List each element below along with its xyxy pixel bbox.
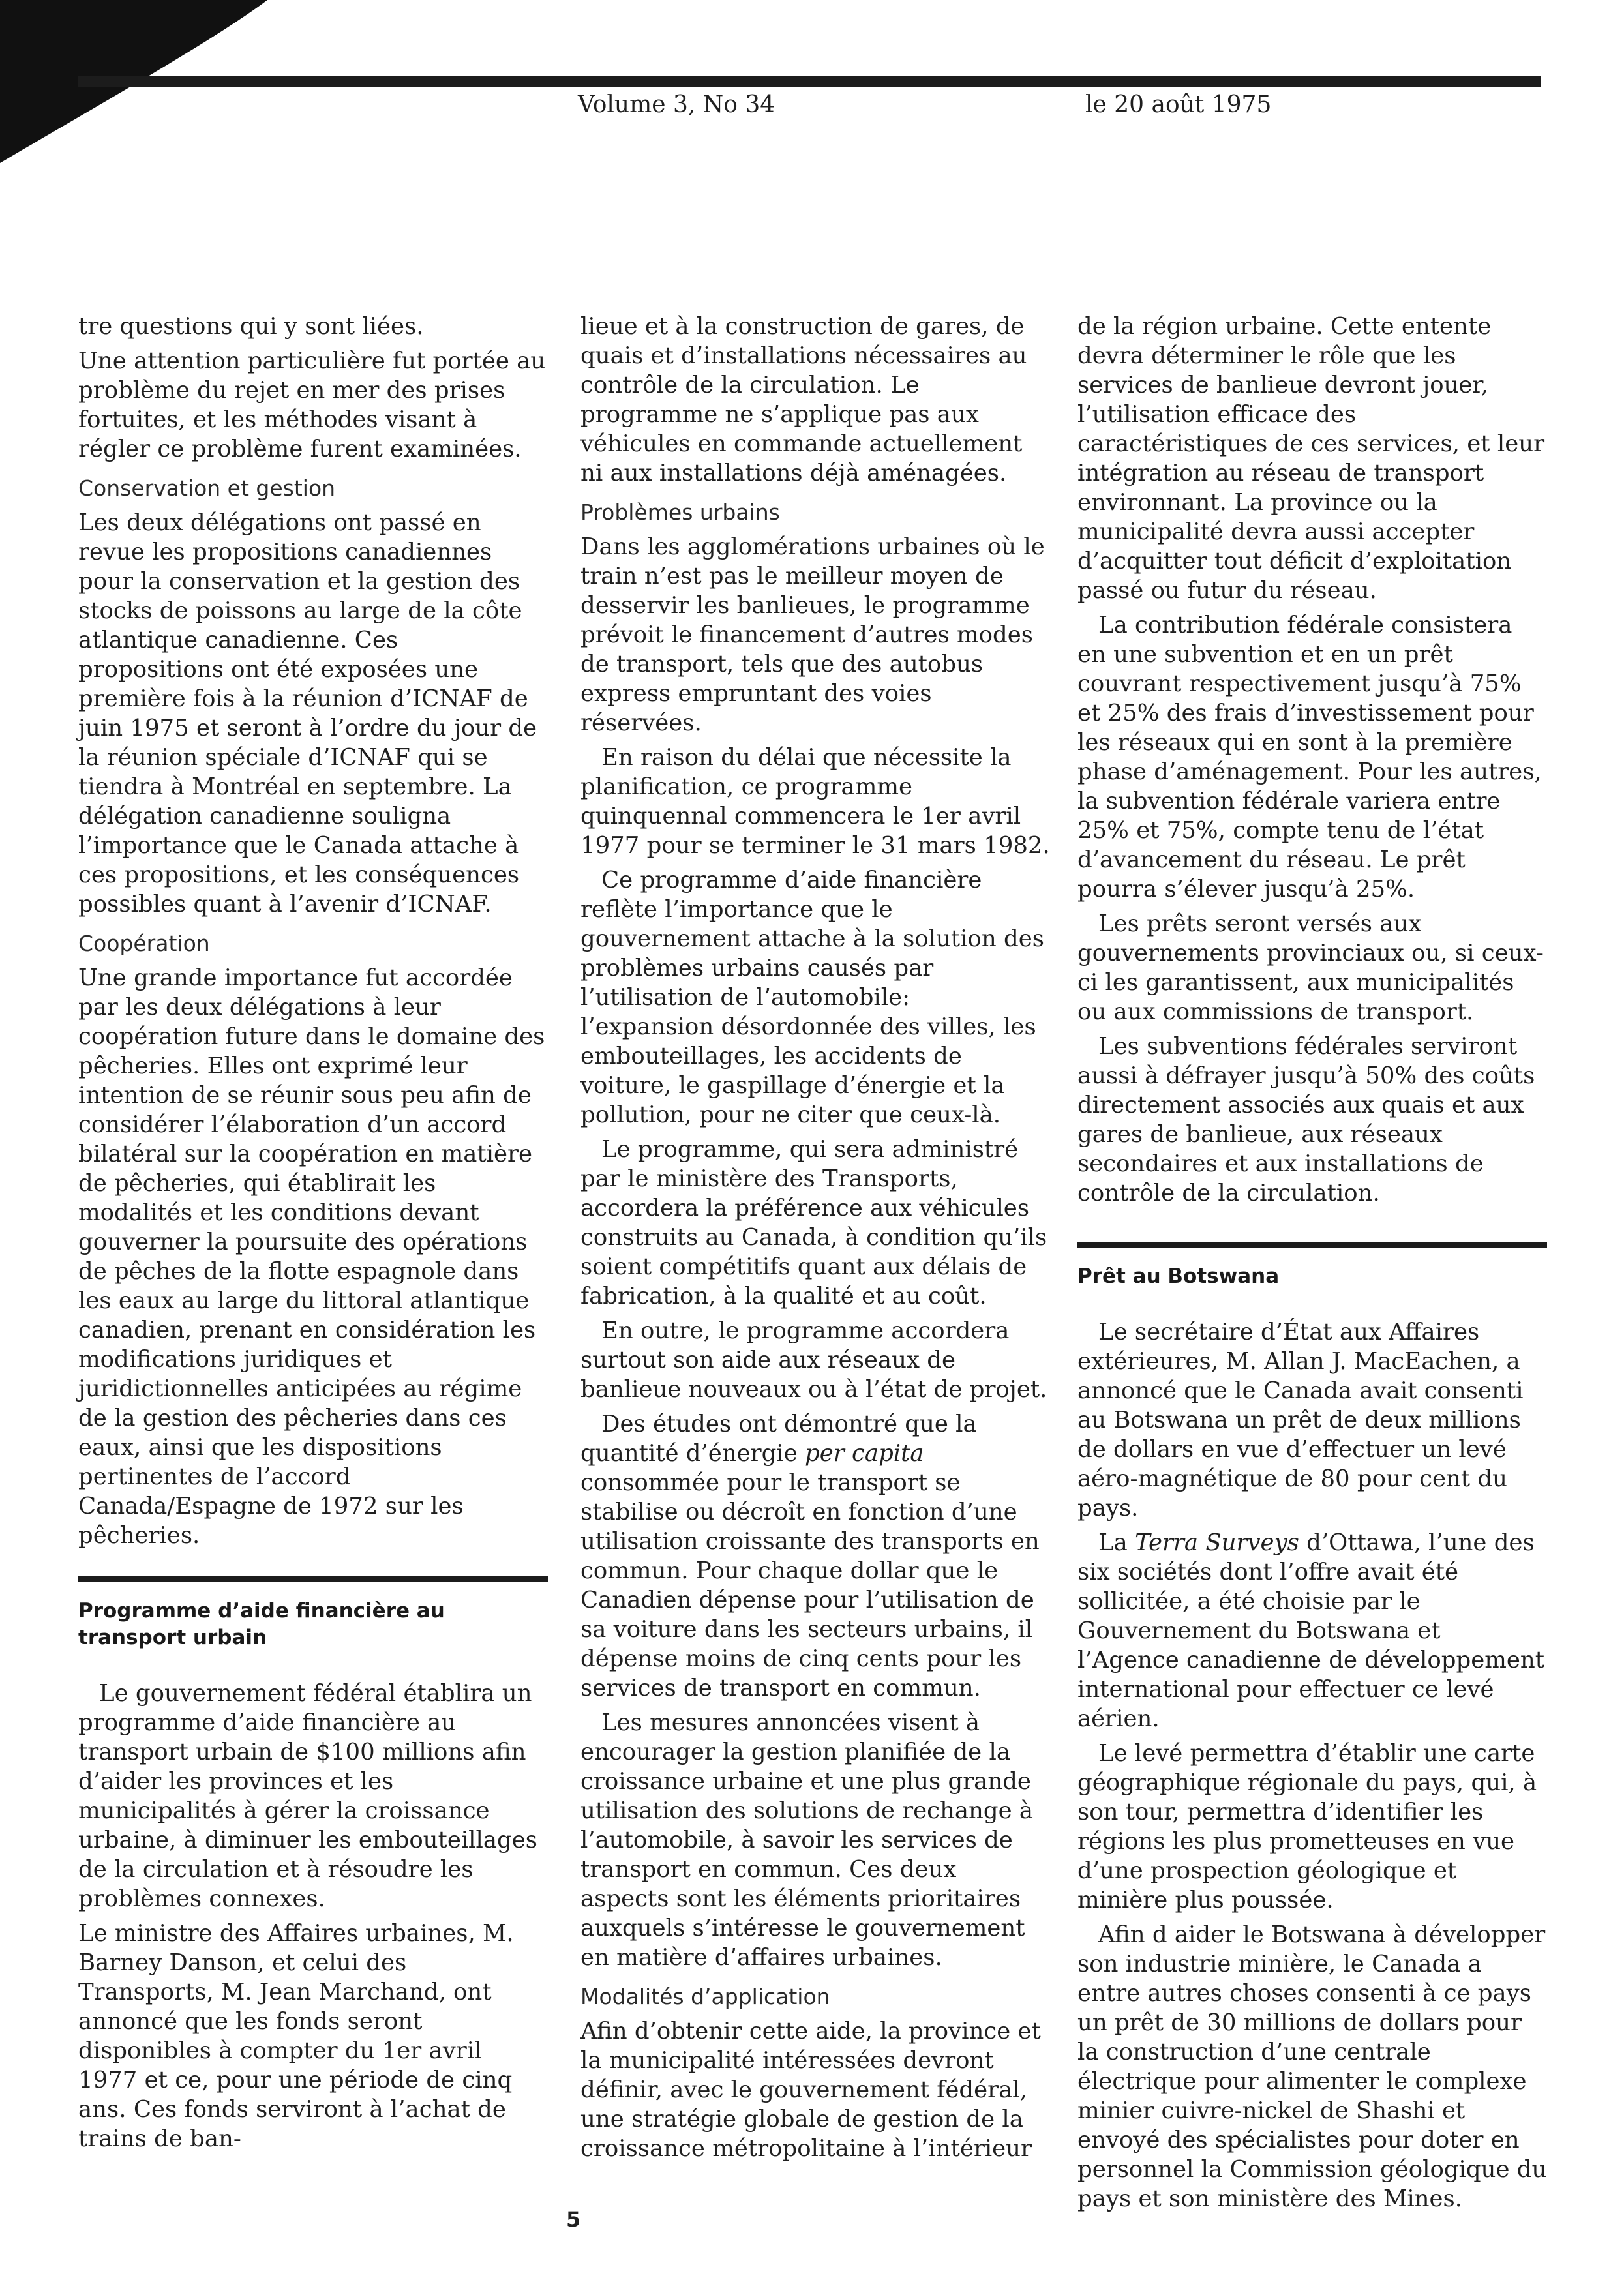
article-heading-transport: Programme d’aide financière au transport urbain bbox=[78, 1599, 445, 1649]
column-2 bbox=[580, 312, 1050, 2168]
section-rule bbox=[1077, 1242, 1547, 1248]
volume-number: Volume 3, No 34 bbox=[578, 91, 775, 118]
paragraph: Le levé permettra d’établir une carte géographique régionale du pays, qui, à son tour, permettra d’identifier les régions les plus prometteuses en vue d’une prospection géologique et minière plus poussée. bbox=[1077, 1740, 1537, 1913]
issue-date: le 20 août 1975 bbox=[1085, 91, 1272, 118]
subheading-conservation: Conservation et gestion bbox=[78, 475, 336, 501]
italic-term: Terra Surveys bbox=[1135, 1529, 1299, 1556]
paragraph: Les mesures annoncées visent à encourager la gestion planifiée de la croissance urbaine et une plus grande utilisation des solutions de rechange à l’automobile, à savoir les services de transport en commun. Ces deux aspects sont les éléments prioritaires auxquels s’intéresse le gouvernement en matière d’affaires urbaines. bbox=[580, 1709, 1034, 1971]
paragraph bbox=[580, 1409, 1050, 1703]
paragraph: de la région urbaine. Cette entente devra déterminer le rôle que les services de banlieue devront jouer, l’utilisation efficace des caractéristiques de ces services, et leur intégration au réseau de transport environnant. La province ou la municipalité devra aussi accepter d’acquitter tout déficit d’exploitation passé ou futur du réseau. bbox=[1077, 313, 1545, 604]
masthead-rule bbox=[78, 76, 1541, 87]
column-1 bbox=[78, 312, 548, 2159]
paragraph: En outre, le programme accordera surtout son aide aux réseaux de banlieue nouveaux ou à l’état de projet. bbox=[580, 1317, 1047, 1403]
paragraph: Le ministre des Affaires urbaines, M. Barney Danson, et celui des Transports, M. Jean Marchand, ont annoncé que les fonds seront disponibles à compter du 1er avril 1977 et ce, pour une période de cinq ans. Ces fonds serviront à l’achat de trains de ban- bbox=[78, 1920, 514, 2152]
section-rule bbox=[78, 1576, 548, 1582]
column-3 bbox=[1077, 312, 1547, 2219]
page-number: 5 bbox=[566, 2207, 581, 2232]
subheading-problemes-urbains: Problèmes urbains bbox=[580, 500, 780, 525]
paragraph: Une grande importance fut accordée par les deux délégations à leur coopération future dans le domaine des pêcheries. Elles ont exprimé leur intention de se réunir sous peu afin de considérer l’élaboration d’un accord bilatéral sur la coopération en matière de pêcheries, qui établirait les modalités et les conditions devant gouverner la poursuite des opérations de pêches de la flotte espagnole dans les eaux au large du littoral atlantique canadien, prenant en considération les modifications juridiques et juridictionnelles anticipées au régime de la gestion des pêcheries dans ces eaux, ainsi que les dispositions pertinentes de l’accord Canada/Espagne de 1972 sur les pêcheries. bbox=[78, 965, 545, 1549]
paragraph bbox=[1077, 1528, 1547, 1733]
text-run: La bbox=[1098, 1529, 1135, 1556]
paragraph: Dans les agglomérations urbaines où le train n’est pas le meilleur moyen de desservir les banlieues, le programme prévoit le financement d’autres modes de transport, tels que des autobus express empruntant des voies réservées. bbox=[580, 533, 1045, 736]
article-heading-botswana: Prêt au Botswana bbox=[1077, 1265, 1280, 1288]
subheading-modalites: Modalités d’application bbox=[580, 1984, 830, 2009]
text-run: consommée pour le transport se stabilise ou décroît en fonction d’une utilisation croissante des transports en commun. Pour chaque dollar que le Canadien dépense pour l’utilisation de sa voiture dans les secteurs urbains, il dépense moins de cinq cents pour les services de transport en commun. bbox=[580, 1469, 1040, 1702]
italic-term: per capita bbox=[805, 1440, 924, 1467]
paragraph: Les deux délégations ont passé en revue les propositions canadiennes pour la conservation et la gestion des stocks de poissons au large de la côte atlantique canadienne. Ces propositions ont été exposées une première fois à la réunion d’ICNAF de juin 1975 et seront à l’ordre du jour de la réunion spéciale d’ICNAF qui se tiendra à Montréal en septembre. La délégation canadienne souligna l’importance que le Canada attache à ces propositions, et les conséquences possibles quant à l’avenir d’ICNAF. bbox=[78, 509, 537, 918]
text-run: Des études ont démontré que la quantité d’énergie bbox=[580, 1411, 977, 1467]
paragraph: Les prêts seront versés aux gouvernements provinciaux ou, si ceux-ci les garantissent, aux municipalités ou aux commissions de transport. bbox=[1077, 910, 1544, 1025]
paragraph: lieue et à la construction de gares, de quais et d’installations nécessaires au contrôle de la circulation. Le programme ne s’applique pas aux véhicules en commande actuellement ni aux installations déjà aménagées. bbox=[580, 313, 1027, 487]
paragraph: tre questions qui y sont liées. bbox=[78, 313, 424, 340]
subheading-cooperation: Coopération bbox=[78, 931, 210, 956]
paragraph: Les subventions fédérales serviront aussi à défrayer jusqu’à 50% des coûts directement associés aux quais et aux gares de banlieue, aux réseaux secondaires et aux installations de contrôle de la circulation. bbox=[1077, 1033, 1535, 1207]
paragraph: Le secrétaire d’État aux Affaires extérieures, M. Allan J. MacEachen, a annoncé que le Canada avait consenti au Botswana un prêt de deux millions de dollars en vue d’effectuer un levé aéro-magnétique de 80 pour cent du pays. bbox=[1077, 1319, 1524, 1522]
paragraph: Le gouvernement fédéral établira un programme d’aide financière au transport urbain de $100 millions afin d’aider les provinces et les municipalités à gérer la croissance urbaine, à diminuer les embouteillages de la circulation et à résoudre les problèmes connexes. bbox=[78, 1680, 538, 1912]
paragraph: La contribution fédérale consistera en une subvention et en un prêt couvrant respectivement jusqu’à 75% et 25% des frais d’investissement pour les réseaux qui en sont à la première phase d’aménagement. Pour les autres, la subvention fédérale variera entre 25% et 75%, compte tenu de l’état d’avancement du réseau. Le prêt pourra s’élever jusqu’à 25%. bbox=[1077, 612, 1542, 903]
paragraph: Afin d aider le Botswana à développer son industrie minière, le Canada a entre autres choses consenti à ce pays un prêt de 30 millions de dollars pour la construction d’une centrale électrique pour alimenter le complexe minier cuivre-nickel de Shashi et envoyé des spécialistes pour doter en personnel la Commission géologique du pays et son ministère des Mines. bbox=[1077, 1921, 1547, 2212]
paragraph: Le programme, qui sera administré par le ministère des Transports, accordera la préférence aux véhicules construits au Canada, à condition qu’ils soient compétitifs quant aux délais de fabrication, à la qualité et au coût. bbox=[580, 1136, 1047, 1310]
paragraph: Afin d’obtenir cette aide, la province et la municipalité intéressées devront définir, avec le gouvernement fédéral, une stratégie globale de gestion de la croissance métropolitaine à l’intérieur bbox=[580, 2018, 1041, 2162]
text-run: d’Ottawa, l’une des six sociétés dont l’offre avait été sollicitée, a été choisie par le Gouvernement du Botswana et l’Agence canadienne de développement international pour effectuer ce levé aérien. bbox=[1077, 1529, 1545, 1732]
paragraph: Une attention particulière fut portée au problème du rejet en mer des prises fortuites, et les méthodes visant à régler ce problème furent examinées. bbox=[78, 348, 546, 462]
paragraph: Ce programme d’aide financière reflète l’importance que le gouvernement attache à la solution des problèmes urbains causés par l’utilisation de l’automobile: l’expansion désordonnée des villes, les embouteillages, les accidents de voiture, le gaspillage d’énergie et la pollution, pour ne citer que ceux-là. bbox=[580, 867, 1045, 1128]
paragraph: En raison du délai que nécessite la planification, ce programme quinquennal commencera le 1er avril 1977 pour se terminer le 31 mars 1982. bbox=[580, 744, 1050, 859]
